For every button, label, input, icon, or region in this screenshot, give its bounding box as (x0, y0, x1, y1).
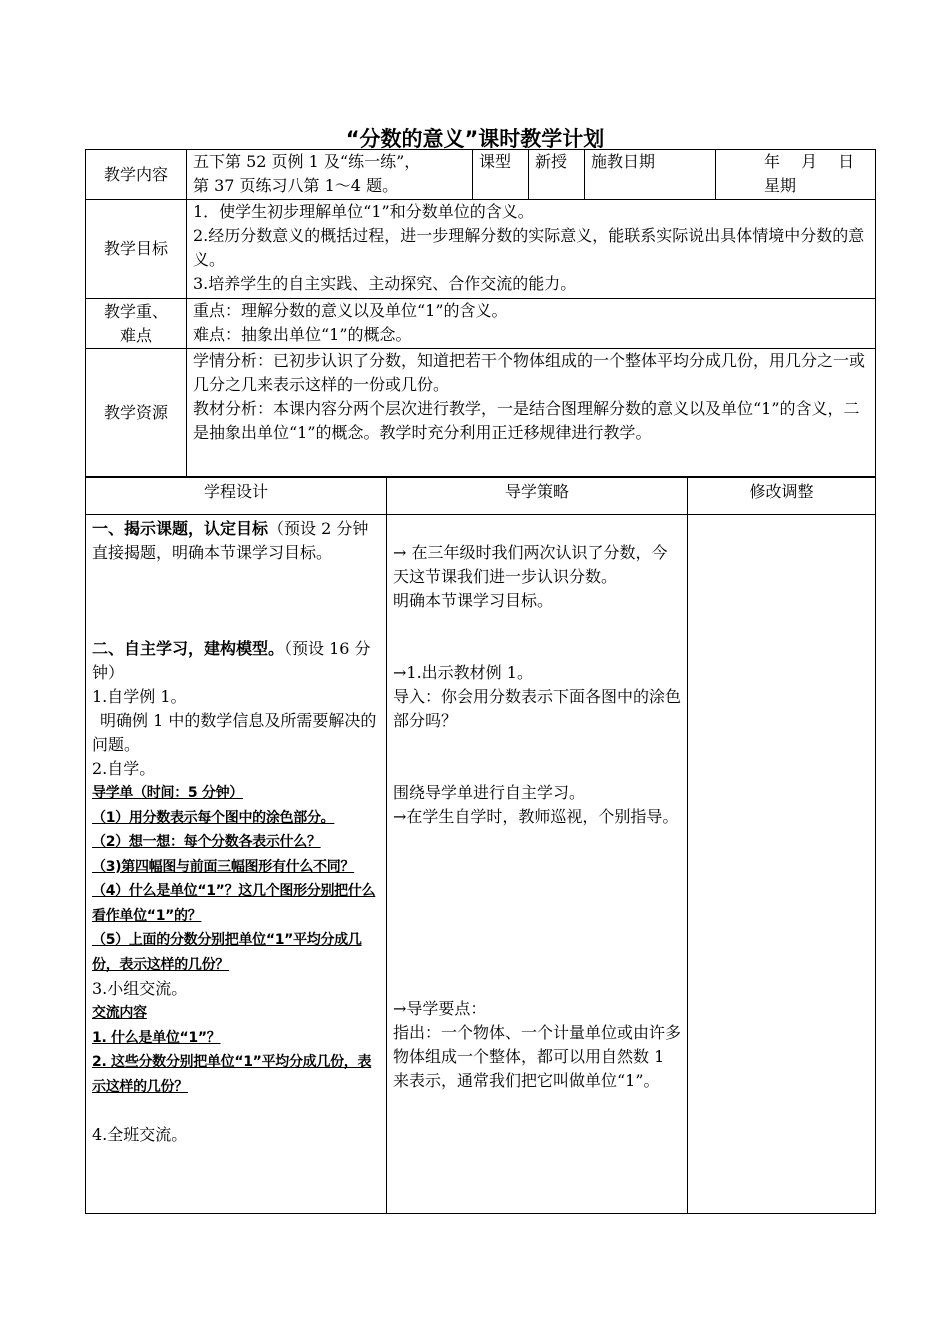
resource-item: 学情分析：已初步认识了分数，知道把若干个物体组成的一个整体平均分成几份，用几分之一或几分之几来表示这样的一份或几份。 (193, 351, 866, 394)
focus-label: 教学重、 难点 (86, 299, 187, 349)
goal-item: 3.培养学生的自主实践、主动探究、合作交流的能力。 (193, 274, 577, 293)
goals-value (187, 200, 876, 299)
guide-item: （5）上面的分数分别把单位“1”平均分成几份，表示这样的几份？ (92, 932, 362, 973)
step-4: 4.全班交流。 (92, 1125, 188, 1144)
resource-item: 教材分析：本课内容分两个层次进行教学，一是结合图理解分数的意义以及单位“1”的含义，二是抽象出单位“1”的概念。教学时充分利用正迁移规律进行教学。 (193, 399, 860, 442)
column-header-revise: 修改调整 (688, 478, 876, 515)
resources-label: 教学资源 (86, 349, 187, 477)
strategy-para: →导学要点： (393, 999, 487, 1018)
design-cell (86, 515, 387, 1214)
strategy-para: →1.出示教材例 1。 (393, 663, 533, 682)
section-1-text: 直接揭题，明确本节课学习目标。 (92, 543, 333, 562)
weekday-line: 星期 (764, 176, 797, 195)
step-2: 2.自学。 (92, 759, 156, 778)
strategy-cell (387, 515, 688, 1214)
step-1: 1.自学例 1。 (92, 687, 187, 706)
guide-item: （4）什么是单位“1”？这几个图形分别把什么看作单位“1”的？ (92, 883, 376, 924)
exchange-item: 1. 什么是单位“1”？ (92, 1029, 221, 1046)
step-1-detail: 明确例 1 中的数学信息及所需要解决的问题。 (92, 711, 377, 754)
guide-item: （2）想一想：每个分数各表示什么？ (92, 834, 321, 850)
resources-value (187, 349, 876, 477)
content-label: 教学内容 (86, 150, 187, 200)
column-header-design: 学程设计 (86, 478, 387, 515)
page-title: “分数的意义”课时教学计划 (345, 127, 605, 151)
goal-item: 1．使学生初步理解单位“1”和分数单位的含义。 (193, 202, 534, 221)
content-line: 第 37 页练习八第 1～4 题。 (193, 176, 399, 195)
goals-label: 教学目标 (86, 200, 187, 299)
strategy-para: 明确本节课学习目标。 (393, 591, 554, 610)
column-header-strategy: 导学策略 (387, 478, 688, 515)
revise-cell (688, 515, 876, 1214)
plan-info-table (85, 149, 876, 477)
content-value (187, 150, 473, 200)
step-3: 3.小组交流。 (92, 979, 188, 998)
focus-item: 重点：理解分数的意义以及单位“1”的含义。 (193, 301, 508, 320)
strategy-para: 导入：你会用分数表示下面各图中的涂色部分吗？ (393, 687, 682, 730)
strategy-para: → 在三年级时我们两次认识了分数，今天这节课我们进一步认识分数。 (393, 543, 668, 586)
goal-item: 2.经历分数意义的概括过程，进一步理解分数的实际意义，能联系实际说出具体情境中分数的意义。 (193, 226, 865, 269)
exchange-title: 交流内容 (92, 1005, 147, 1021)
date-line: 年 月 日 (764, 152, 855, 171)
exchange-item: 2. 这些分数分别把单位“1”平均分成几份，表示这样的几份？ (92, 1054, 372, 1095)
guide-item: （3)第四幅图与前面三幅图形有什么不同？ (92, 858, 355, 875)
guide-item: （1）用分数表示每个图中的涂色部分。 (92, 809, 335, 826)
date-value (716, 150, 876, 200)
strategy-para: →在学生自学时，教师巡视，个别指导。 (393, 807, 679, 826)
guide-title: 导学单（时间：5 分钟） (92, 785, 244, 801)
content-line: 五下第 52 页例 1 及“练一练”， (193, 152, 421, 171)
section-2-heading: 二、自主学习，建构模型。（预设 16 分钟） (92, 639, 371, 682)
strategy-para: 指出：一个物体、一个计量单位或由许多物体组成一个整体，都可以用自然数 1 来表示，通常我们把它叫做单位“1”。 (393, 1023, 682, 1090)
type-label: 课型 (473, 150, 529, 200)
date-label: 施教日期 (585, 150, 716, 200)
process-table (85, 477, 876, 1214)
focus-value (187, 299, 876, 349)
focus-item: 难点：抽象出单位“1”的概念。 (193, 325, 412, 344)
strategy-para: 围绕导学单进行自主学习。 (393, 783, 586, 802)
section-1-heading: 一、揭示课题，认定目标（预设 2 分钟 (92, 519, 369, 538)
type-value: 新授 (529, 150, 585, 200)
